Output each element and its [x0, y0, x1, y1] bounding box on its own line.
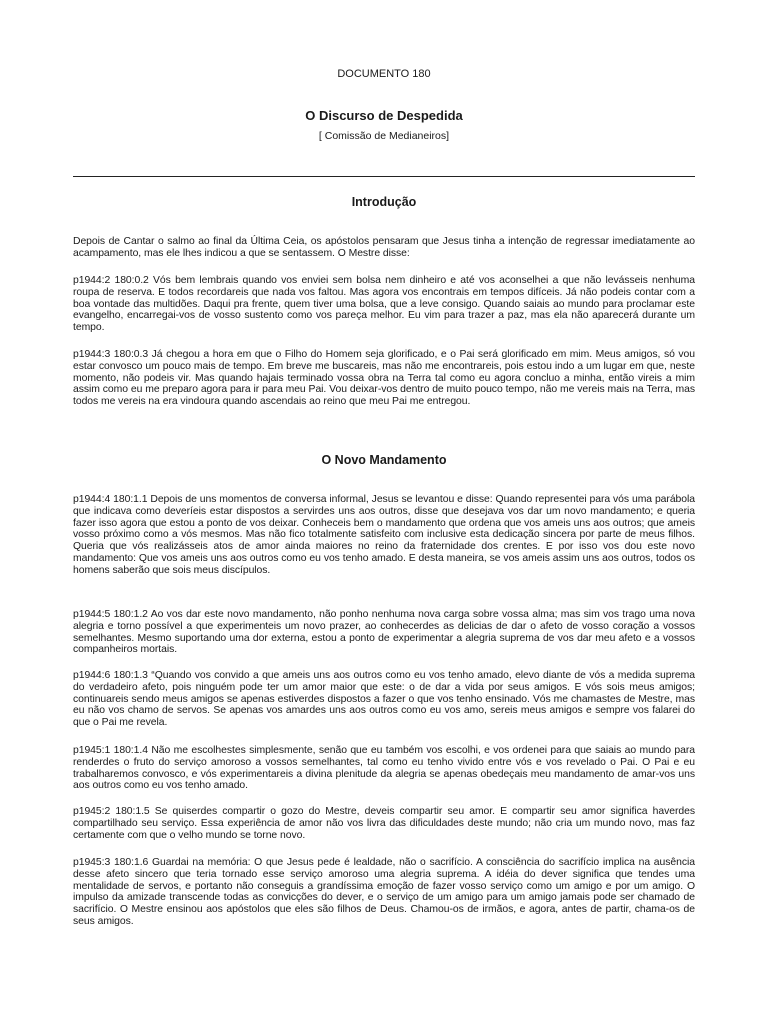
- horizontal-divider: [73, 176, 695, 177]
- paragraph: p1945:1 180:1.4 Não me escolhestes simplesmente, senão que eu também vos escolhi, e vos ordenei para que saiais ao mundo para renderdes o fruto do serviço amoroso a vossos semelhantes, tal como eu tenho vivido entre vós e vos revelado o Pai. O Pai e eu trabalharemos convosco, e vós experimentareis a divina plenitude da alegria se apenas obedeçais meu mandamento de amar-vos uns aos outros como eu vos tenho amado.: [73, 745, 695, 792]
- paragraph: p1944:4 180:1.1 Depois de uns momentos de conversa informal, Jesus se levantou e disse: Quando representei para vós uma parábola que indicava como deveríeis estar dispostos a servirdes uns aos outros, disse que desejava vos dar um novo mandamento; e queria fazer isso agora que estou a ponto de vos deixar. Conheceis bem o mandamento que ordena que vos ameis uns aos outros; que ameis vosso próximo como a vós mesmos. Mas não fico totalmente satisfeito com inclusive esta dedicação sincera por parte de meus filhos. Queria que vós realizásseis atos de amor ainda maiores no reino da fraternidade dos crentes. E por isso vos dou este novo mandamento: Que vos ameis uns aos outros como eu vos tenho amado. E desta maneira, se vos ameis assim uns aos outros, todos os homens saberão que sois meus discípulos.: [73, 494, 695, 576]
- document-number: DOCUMENTO 180: [337, 68, 431, 80]
- paragraph: Depois de Cantar o salmo ao final da Última Ceia, os apóstolos pensaram que Jesus tinha a intenção de regressar imediatamente ao acampamento, mas ele lhes indicou a que se sentassem. O Mestre disse:: [73, 236, 695, 259]
- paragraph: p1944:5 180:1.2 Ao vos dar este novo mandamento, não ponho nenhuma nova carga sobre vossa alma; mas sim vos trago uma nova alegria e torno possível a que experimenteis um novo prazer, ao conhecerdes as delicias de dar o afeto de vosso coração a vossos semelhantes. Mesmo suportando uma dor externa, estou a ponto de experimentar a alegria suprema de vos dar meu afeto e a vossos companheiros mortais.: [73, 609, 695, 656]
- document-title: O Discurso de Despedida: [305, 108, 463, 123]
- paragraph: p1945:2 180:1.5 Se quiserdes compartir o gozo do Mestre, deveis compartir seu amor. E compartir seu amor significa haverdes compartilhado seu serviço. Essa experiência de amor não vos livra das dificuldades deste mundo; não cria um mundo novo, mas faz certamente com que o velho mundo se torne novo.: [73, 806, 695, 841]
- paragraph: p1945:3 180:1.6 Guardai na memória: O que Jesus pede é lealdade, não o sacrifício. A consciência do sacrifício implica na ausência desse afeto sincero que teria tornado esse serviço amoroso uma alegria suprema. A idéia do dever significa que tendes uma mentalidade de servos, e portanto não conseguis a grandíssima emoção de fazer vosso serviço como um amigo e por um amigo. O impulso da amizade transcende todas as convicções do dever, e o serviço de um amigo para um amigo jamais pode ser chamado de sacrifício. O Mestre ensinou aos apóstolos que eles são filhos de Deus. Chamou-os de irmãos, e agora, antes de partir, chama-os de seus amigos.: [73, 857, 695, 927]
- paragraph: p1944:3 180:0.3 Já chegou a hora em que o Filho do Homem seja glorificado, e o Pai será glorificado em mim. Meus amigos, só vou estar convosco um pouco mais de tempo. Em breve me buscareis, mas não me encontrareis, pois estou indo a um lugar em que, neste momento, não podeis vir. Mas quando hajais terminado vossa obra na Terra tal como eu agora concluo a minha, então vireis a mim assim como eu me preparo agora para ir para meu Pai. Vou deixar-vos dentro de muito pouco tempo, não me vereis mais na Terra, mas todos me vereis na era vindoura quando ascendais ao reino que meu Pai me entregou.: [73, 349, 695, 408]
- document-author: [ Comissão de Medianeiros]: [318, 130, 450, 142]
- section-heading-introducao: Introdução: [351, 195, 417, 209]
- paragraph: p1944:6 180:1.3 “Quando vos convido a que ameis uns aos outros como eu vos tenho amado, elevo diante de vós a medida suprema do verdadeiro afeto, pois ninguém pode ter um amor maior que este: o de dar a vida por seus amigos. E vós sois meus amigos; continuareis sendo meus amigos se apenas estiverdes dispostos a fazer o que vos tenho ensinado. Vós me chamastes de Mestre, mas eu não vos chamo de servos. Se apenas vos amardes uns aos outros como eu vos amo, sereis meus amigos e sempre vos falarei do que o Pai me revela.: [73, 670, 695, 729]
- section-heading-novo-mandamento: O Novo Mandamento: [321, 453, 447, 467]
- paragraph: p1944:2 180:0.2 Vós bem lembrais quando vos enviei sem bolsa nem dinheiro e até vos aconselhei a que não levásseis nenhuma roupa de reserva. E todos recordareis que nada vos faltou. Mas agora vos encontrais em tempos difíceis. Já não podeis contar com a boa vontade das multidões. Daqui pra frente, quem tiver uma bolsa, que a leve consigo. Quando saiais ao mundo para proclamar este evangelho, encarregai-vos de vosso sustento como vos pareça melhor. Eu vim para trazer a paz, mas ela não aparecerá durante um tempo.: [73, 275, 695, 334]
